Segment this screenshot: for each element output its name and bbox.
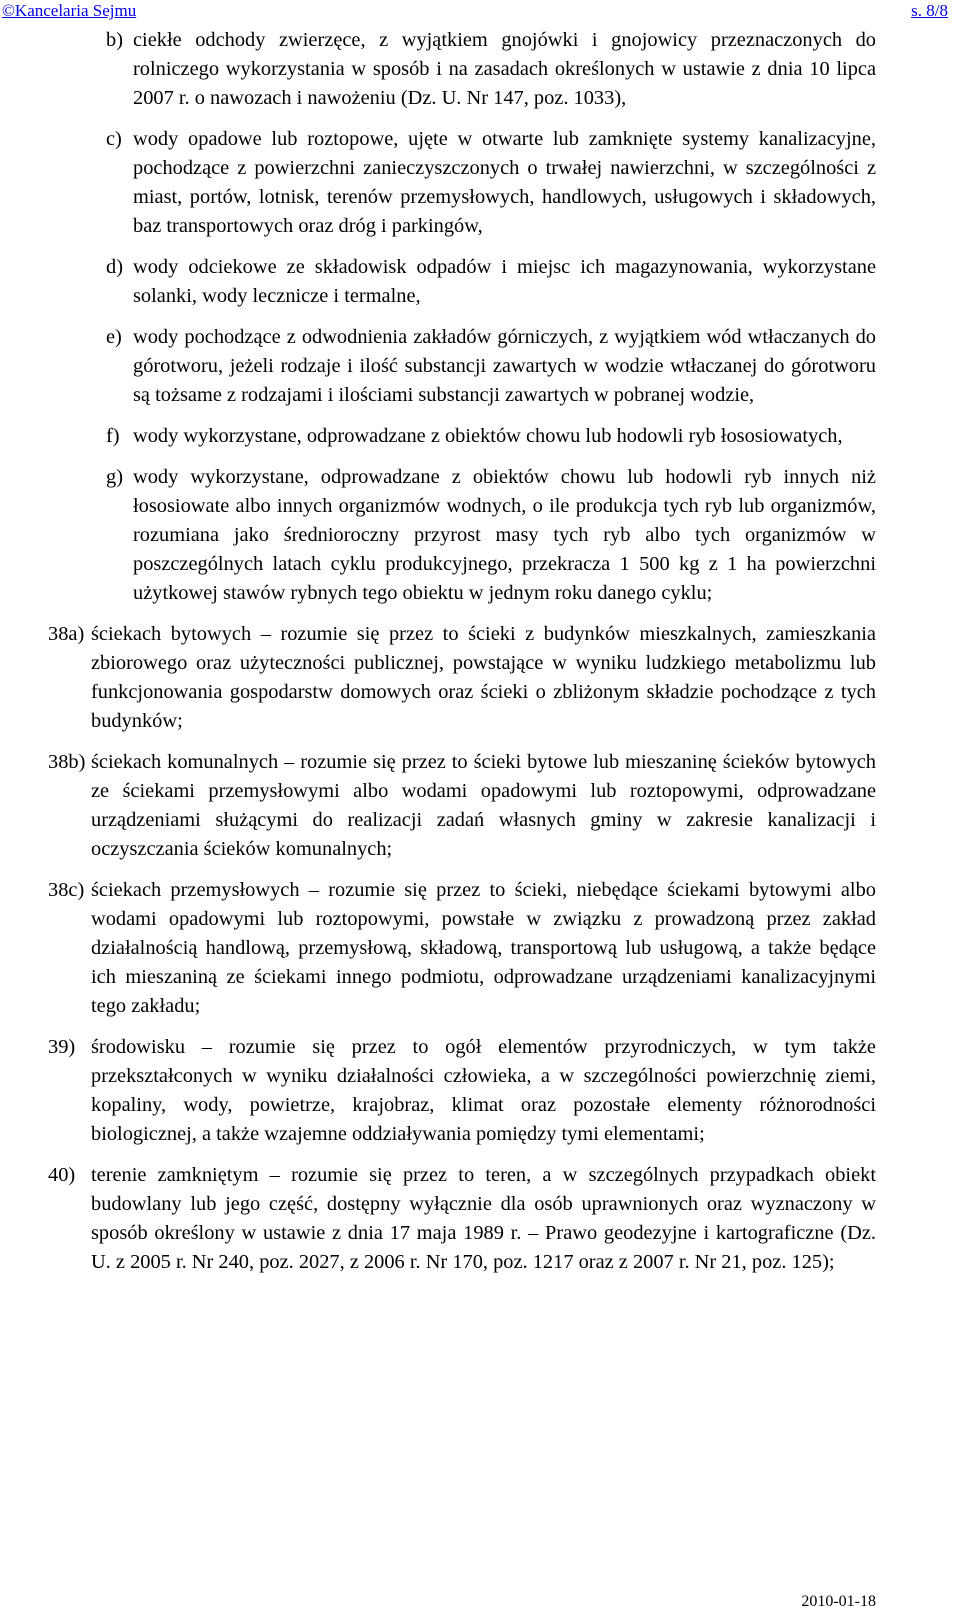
list-item-f: [106, 422, 876, 451]
definition-label: 38a): [48, 623, 85, 645]
definition-text: środowisku – rozumie się przez to ogół elementów przyrodniczych, w tym także przekształconych w wyniku działalności człowieka, a w szczególności powierzchnię ziemi, kopaliny, wody, powietrze, krajobraz, klimat oraz pozostałe elementy różnorodności biologicznej, a także wzajemne oddziaływania pomiędzy tymi elementami;: [91, 1036, 876, 1145]
item-label: e): [106, 326, 122, 348]
list-item-g: [106, 463, 876, 608]
definition-38b: [48, 748, 876, 864]
item-text: wody wykorzystane, odprowadzane z obiektów chowu lub hodowli ryb innych niż łososiowate albo innych organizmów wodnych, o ile produkcja tych ryb lub organizmów, rozumiana jako średnioroczny przyrost masy tych ryb albo tych organizmów w poszczególnych latach cyklu produkcyjnego, przekracza 1 500 kg z 1 ha powierzchni użytkowej stawów rybnych tego obiektu w jednym roku danego cyklu;: [133, 466, 876, 604]
list-item-e: [106, 323, 876, 410]
item-text: wody wykorzystane, odprowadzane z obiektów chowu lub hodowli ryb łososiowatych,: [133, 425, 843, 447]
item-text: wody opadowe lub roztopowe, ujęte w otwarte lub zamknięte systemy kanalizacyjne, pochodzące z powierzchni zanieczyszczonych o trwałej nawierzchni, w szczególności z miast, portów, lotnisk, terenów przemysłowych, handlowych, usługowych i składowych, baz transportowych oraz dróg i parkingów,: [133, 128, 876, 237]
page-number-link[interactable]: s. 8/8: [911, 1, 948, 20]
item-text: ciekłe odchody zwierzęce, z wyjątkiem gnojówki i gnojowicy przeznaczonych do rolniczego wykorzystania w sposób i na zasadach określonych w ustawie z dnia 10 lipca 2007 r. o nawozach i nawożeniu (Dz. U. Nr 147, poz. 1033),: [133, 29, 876, 109]
definition-label: 40): [48, 1164, 76, 1186]
definition-38c: [48, 876, 876, 1021]
definition-text: ściekach przemysłowych – rozumie się przez to ścieki, niebędące ściekami bytowymi albo wodami opadowymi lub roztopowymi, powstałe w związku z prowadzoną przez zakład działalnością handlową, przemysłową, składową, transportową lub usługową, a także będące ich mieszaniną ze ściekami innego podmiotu, odprowadzane urządzeniami kanalizacyjnymi tego zakładu;: [91, 879, 876, 1017]
list-item-c: [106, 125, 876, 241]
definition-label: 38b): [48, 751, 86, 773]
item-label: g): [106, 466, 123, 488]
list-item-b: [106, 26, 876, 113]
item-label: c): [106, 128, 122, 150]
item-label: d): [106, 256, 123, 278]
page-number[interactable]: [911, 0, 948, 22]
definition-40: [48, 1161, 876, 1277]
item-text: wody odciekowe ze składowisk odpadów i miejsc ich magazynowania, wykorzystane solanki, wody lecznicze i termalne,: [133, 256, 876, 307]
document-body: [48, 26, 876, 1289]
definition-text: ściekach komunalnych – rozumie się przez to ścieki bytowe lub mieszaninę ścieków bytowych ze ściekami przemysłowymi albo wodami opadowymi lub roztopowymi, odprowadzane urządzeniami służącymi do realizacji zadań własnych gminy w zakresie kanalizacji i oczyszczania ścieków komunalnych;: [91, 751, 876, 860]
kancelaria-sejmu-link[interactable]: ©Kancelaria Sejmu: [2, 1, 137, 20]
page-header: [0, 0, 948, 22]
list-item-d: [106, 253, 876, 311]
definition-38a: [48, 620, 876, 736]
page-footer-date: 2010-01-18: [801, 1593, 876, 1610]
item-label: b): [106, 29, 123, 51]
definition-text: terenie zamkniętym – rozumie się przez to teren, a w szczególnych przypadkach obiekt budowlany lub jego część, dostępny wyłącznie dla osób uprawnionych oraz wyznaczony w sposób określony w ustawie z dnia 17 maja 1989 r. – Prawo geodezyjne i kartograficzne (Dz. U. z 2005 r. Nr 240, poz. 2027, z 2006 r. Nr 170, poz. 1217 oraz z 2007 r. Nr 21, poz. 125);: [91, 1164, 876, 1273]
source-link[interactable]: [2, 0, 136, 22]
definition-label: 39): [48, 1036, 76, 1058]
item-label: f): [106, 425, 120, 447]
definition-text: ściekach bytowych – rozumie się przez to ścieki z budynków mieszkalnych, zamieszkania zbiorowego oraz użyteczności publicznej, powstające w wyniku ludzkiego metabolizmu lub funkcjonowania gospodarstw domowych oraz ścieki o zbliżonym składzie pochodzące z tych budynków;: [91, 623, 876, 732]
definition-39: [48, 1033, 876, 1149]
definition-label: 38c): [48, 879, 85, 901]
item-text: wody pochodzące z odwodnienia zakładów górniczych, z wyjątkiem wód wtłaczanych do górotworu, jeżeli rodzaje i ilość substancji zawartych w wodzie wtłaczanej do górotworu są tożsame z rodzajami i ilościami substancji zawartych w pobranej wodzie,: [133, 326, 876, 406]
